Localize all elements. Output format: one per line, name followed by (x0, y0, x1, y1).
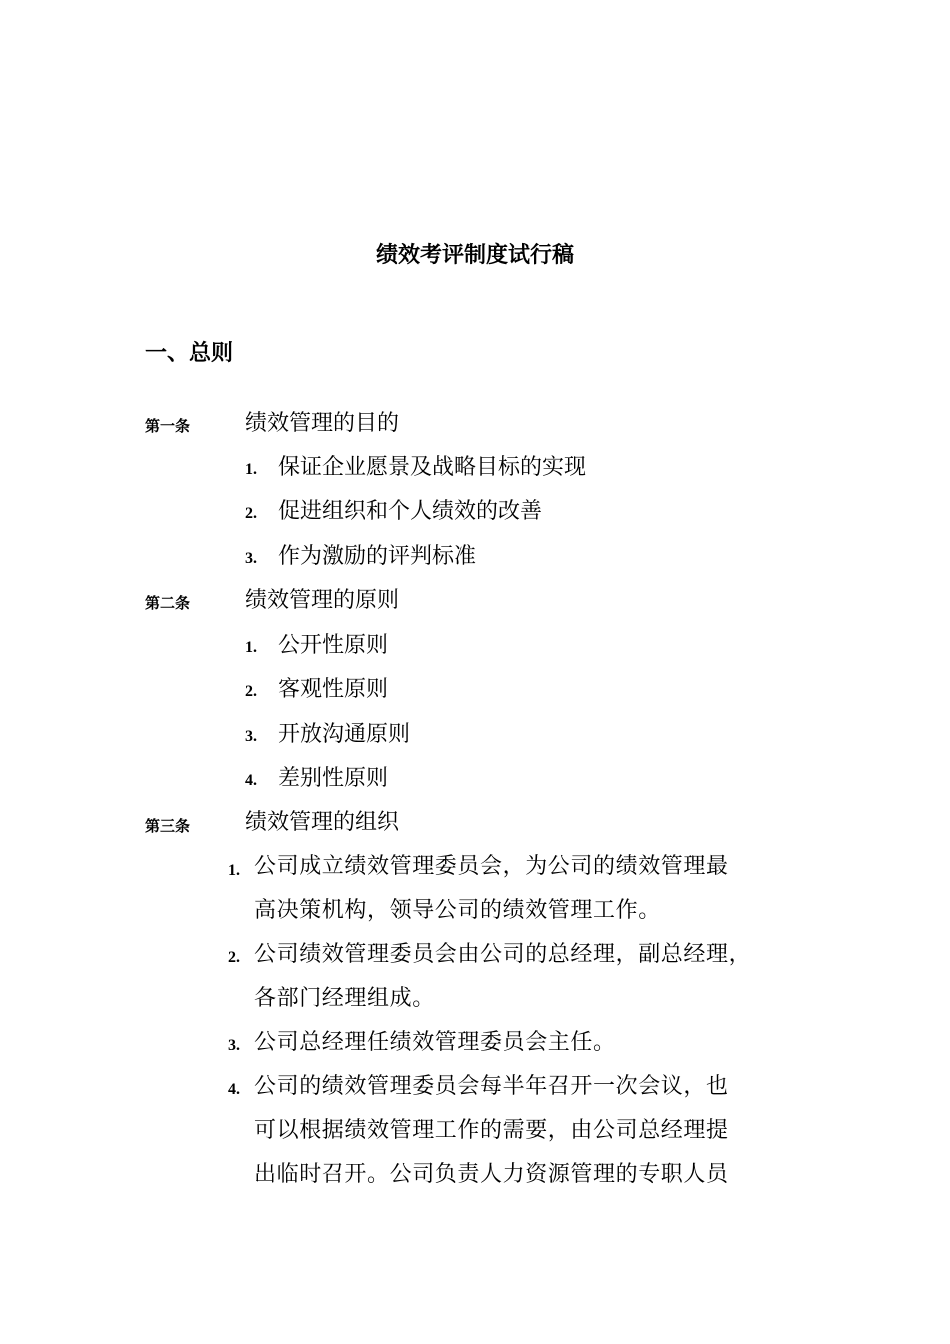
list-item-number: 2. (245, 683, 257, 700)
paragraph-line: 公司成立绩效管理委员会，为公司的绩效管理最 (254, 854, 729, 879)
paragraph-line: 各部门经理组成。 (254, 986, 435, 1011)
section-heading: 一、总则 (145, 341, 234, 366)
list-item: 差别性原则 (278, 766, 389, 791)
paragraph-number: 4. (228, 1081, 240, 1098)
paragraph-line: 出临时召开。公司负责人力资源管理的专职人员 (254, 1162, 729, 1187)
list-item: 保证企业愿景及战略目标的实现 (278, 455, 587, 480)
paragraph-line: 公司绩效管理委员会由公司的总经理，副总经理， (254, 942, 752, 967)
list-item: 客观性原则 (278, 677, 389, 702)
list-item: 开放沟通原则 (278, 722, 411, 747)
paragraph-line: 可以根据绩效管理工作的需要，由公司总经理提 (254, 1118, 729, 1143)
list-item: 促进组织和个人绩效的改善 (278, 499, 543, 524)
paragraph-number: 1. (228, 862, 240, 879)
article-title: 绩效管理的目的 (245, 411, 400, 436)
list-item-number: 4. (245, 772, 257, 789)
paragraph-number: 2. (228, 949, 240, 966)
paragraph-line: 公司的绩效管理委员会每半年召开一次会议，也 (254, 1074, 729, 1099)
list-item-number: 2. (245, 505, 257, 522)
article-label: 第一条 (145, 417, 191, 435)
list-item: 作为激励的评判标准 (278, 544, 477, 569)
article-label: 第三条 (145, 817, 191, 835)
paragraph-line: 高决策机构，领导公司的绩效管理工作。 (254, 898, 661, 923)
list-item-number: 3. (245, 728, 257, 745)
paragraph-line: 公司总经理任绩效管理委员会主任。 (254, 1030, 616, 1055)
document-title: 绩效考评制度试行稿 (375, 243, 574, 268)
article-title: 绩效管理的组织 (245, 810, 400, 835)
list-item: 公开性原则 (278, 633, 389, 658)
list-item-number: 3. (245, 550, 257, 567)
list-item-number: 1. (245, 461, 257, 478)
paragraph-number: 3. (228, 1037, 240, 1054)
article-label: 第二条 (145, 594, 191, 612)
article-title: 绩效管理的原则 (245, 588, 400, 613)
list-item-number: 1. (245, 639, 257, 656)
